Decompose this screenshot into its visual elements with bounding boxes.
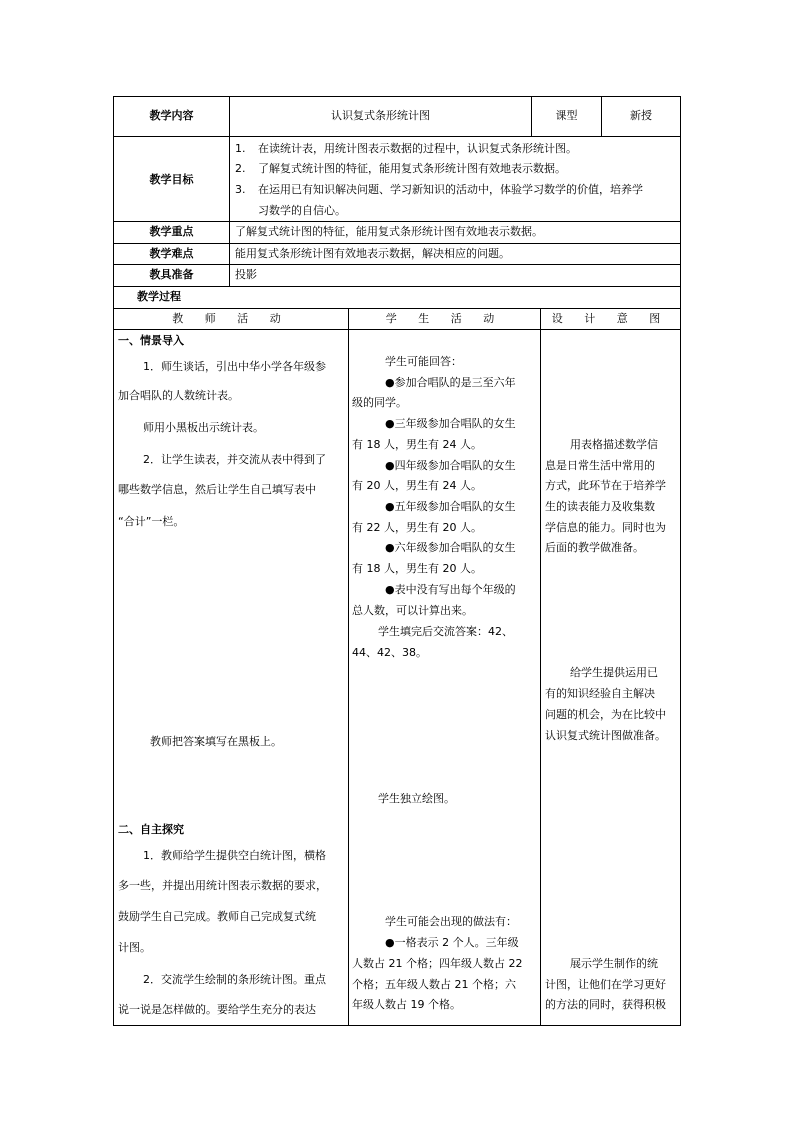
student-method-line: 人数占 21 个格；四年级人数占 22 (352, 957, 523, 970)
student-intro: 学生可能回答： (385, 355, 462, 368)
rule-process-top (113, 286, 681, 287)
teacher-line: 2．交流学生绘制的条形统计图。重点 (143, 973, 326, 986)
rule-goals-top (113, 136, 681, 137)
column-student-header: 学 生 活 动 (385, 312, 504, 325)
content-label: 教学内容 (149, 109, 194, 122)
teacher-line: 多一些，并提出用统计图表示数据的要求， (118, 879, 327, 892)
rule-key-top (113, 221, 681, 222)
teacher-line: 师用小黑板出示统计表。 (143, 421, 264, 434)
student-answer-line: 有 20 人，男生有 24 人。 (352, 479, 482, 492)
student-answer-line: ●参加合唱队的是三至六年 (385, 376, 516, 389)
rule-columns-top (113, 308, 681, 309)
rule-student-design (540, 308, 541, 1025)
type-label: 课型 (555, 109, 578, 122)
tools-label: 教具准备 (149, 268, 194, 281)
student-answer-line: 总人数，可以计算出来。 (352, 604, 473, 617)
tools-value: 投影 (235, 268, 257, 281)
lesson-title: 认识复式条形统计图 (331, 109, 430, 122)
student-answer-line: ●五年级参加合唱队的女生 (385, 500, 516, 513)
design-line: 息是日常生活中常用的 (545, 459, 655, 472)
student-answer-line: 有 18 人，男生有 20 人。 (352, 562, 482, 575)
goal-3-num: 3. (235, 183, 246, 196)
section-1-title: 一、情景导入 (118, 334, 184, 347)
design-line: 问题的机会，为在比较中 (545, 708, 666, 721)
rule-bottom (113, 1025, 681, 1026)
key-point-label: 教学重点 (149, 225, 194, 238)
rule-tools-top (113, 264, 681, 265)
type-value: 新授 (630, 109, 652, 122)
key-point-value: 了解复式统计图的特征，能用复式条形统计图有效地表示数据。 (235, 225, 543, 238)
design-line: 生的读表能力及收集数 (545, 500, 655, 513)
difficulty-value: 能用复式条形统计图有效地表示数据，解决相应的问题。 (235, 247, 510, 260)
student-draw-line: 学生独立绘图。 (378, 792, 455, 805)
teacher-line: 说一说是怎样做的。要给学生充分的表达 (118, 1003, 316, 1016)
design-line: 认识复式统计图做准备。 (545, 729, 666, 742)
process-label: 教学过程 (137, 290, 181, 303)
rule-right (680, 96, 681, 1025)
teacher-line: 2．让学生读表，并交流从表中得到了 (143, 453, 326, 466)
teacher-line: 1．师生谈话，引出中华小学各年级参 (143, 360, 326, 373)
design-line: 学信息的能力。同时也为 (545, 521, 666, 534)
design-line: 给学生提供运用已 (570, 666, 658, 679)
rule-label-divider (229, 96, 230, 286)
design-line: 计图，让他们在学习更好 (545, 978, 666, 991)
design-line: 展示学生制作的统 (570, 957, 658, 970)
design-line: 的方法的同时，获得积极 (545, 998, 666, 1011)
goal-3-text-cont: 习数学的自信心。 (258, 204, 346, 217)
teacher-line: “合计”一栏。 (118, 515, 185, 528)
student-method-line: 个格；五年级人数占 21 个格；六 (352, 978, 516, 991)
goal-1-num: 1. (235, 142, 246, 155)
student-answer-line: 有 22 人，男生有 20 人。 (352, 521, 482, 534)
student-answer-line: ●表中没有写出每个年级的 (385, 583, 516, 596)
student-answer-line: ●四年级参加合唱队的女生 (385, 459, 516, 472)
student-answer-line: 有 18 人，男生有 24 人。 (352, 438, 482, 451)
difficulty-label: 教学难点 (149, 247, 194, 260)
column-teacher-header: 教 师 活 动 (172, 312, 290, 325)
teacher-line: 加合唱队的人数统计表。 (118, 389, 239, 402)
rule-teacher-student (348, 308, 349, 1025)
student-answer-line: ●六年级参加合唱队的女生 (385, 541, 516, 554)
student-answer-line: 级的同学。 (352, 396, 407, 409)
teacher-line: 1．教师给学生提供空白统计图，横格 (143, 849, 326, 862)
student-answer-line: ●三年级参加合唱队的女生 (385, 417, 516, 430)
teacher-line: 鼓励学生自己完成。教师自己完成复式统 (118, 910, 316, 923)
teacher-line: 计图。 (118, 941, 151, 954)
section-2-title: 二、自主探究 (118, 823, 184, 836)
student-method-line: 年级人数占 19 个格。 (352, 998, 461, 1011)
goal-1-text: 在读统计表，用统计图表示数据的过程中，认识复式条形统计图。 (258, 142, 577, 155)
column-design-header: 设 计 意 图 (551, 312, 670, 325)
rule-top (113, 96, 681, 97)
rule-columns-bottom (113, 329, 681, 330)
design-line: 方式，此环节在于培养学 (545, 479, 666, 492)
design-line: 有的知识经验自主解决 (545, 687, 655, 700)
student-method-line: ●一格表示 2 个人。三年级 (385, 936, 519, 949)
goal-2-text: 了解复式统计图的特征，能用复式条形统计图有效地表示数据。 (258, 162, 566, 175)
teacher-answer-line: 教师把答案填写在黑板上。 (150, 735, 282, 748)
goal-3-text: 在运用已有知识解决问题、学习新知识的活动中，体验学习数学的价值，培养学 (258, 183, 643, 196)
goal-2-num: 2. (235, 162, 246, 175)
teacher-line: 哪些数学信息，然后让学生自己填写表中 (118, 483, 316, 496)
student-answer-line: 学生填完后交流答案：42、 (378, 625, 513, 638)
design-line: 用表格描述数学信 (570, 438, 658, 451)
student-answer-line: 44、42、38。 (352, 646, 427, 659)
design-line: 后面的教学做准备。 (545, 541, 644, 554)
goals-label: 教学目标 (149, 173, 194, 186)
rule-difficulty-top (113, 243, 681, 244)
student-methods-intro: 学生可能会出现的做法有： (385, 915, 517, 928)
